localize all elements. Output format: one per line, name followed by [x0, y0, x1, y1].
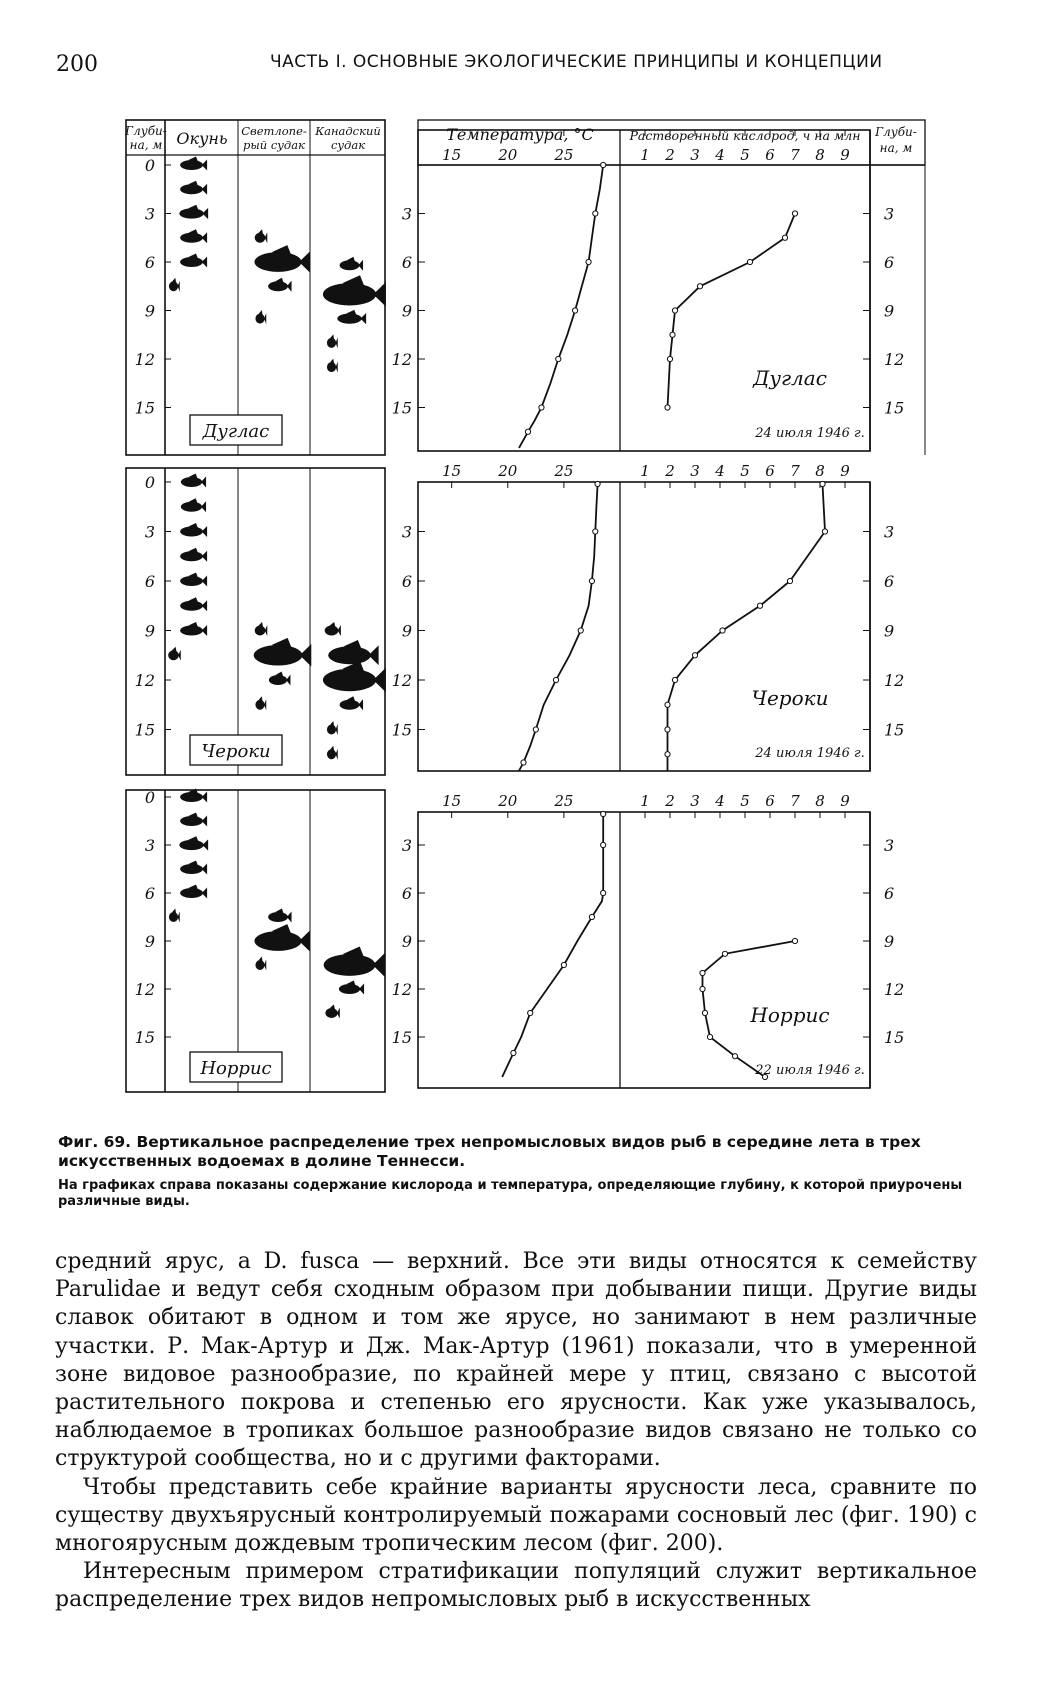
- temperature-point: [539, 405, 544, 410]
- oxygen-tick-label: 4: [715, 462, 725, 480]
- walleye-header-line-2: судак: [330, 138, 366, 152]
- oxygen-curve: [668, 484, 826, 771]
- temperature-point: [578, 628, 583, 633]
- depth-tick-label-right: 15: [884, 398, 905, 418]
- lake-label: Дуглас: [202, 421, 270, 442]
- temperature-header: Температура, °С: [446, 125, 594, 144]
- oxygen-tick-label: 9: [840, 792, 850, 810]
- depth-tick-label-right: 9: [884, 301, 895, 321]
- perch-fish-mark: [180, 813, 207, 827]
- depth-tick-label-left: 9: [401, 301, 412, 321]
- depth-tick-label-right: 6: [884, 253, 895, 272]
- oxygen-tick-label: 6: [765, 146, 775, 164]
- depth-tick-label-left: 6: [401, 253, 412, 272]
- oxygen-tick-label: 2: [665, 146, 675, 164]
- depth-tick-label-right: 15: [884, 1028, 905, 1047]
- temperature-point: [595, 481, 600, 486]
- paragraph-2: Чтобы представить себе крайние варианты ярусности леса, сравните по существу двухъярусный контролируемый пожарами сосновый лес (фиг. 190) с многоярусным дождевым тропическим лесом (фиг. 200).: [55, 1474, 977, 1557]
- fish-panel-2: [126, 468, 386, 775]
- oxygen-point: [702, 1010, 707, 1015]
- temperature-point: [561, 962, 566, 967]
- depth-tick-label-right: 3: [884, 522, 895, 542]
- perch-fish-mark: [180, 597, 207, 611]
- walleye-fish-mark: [339, 981, 364, 995]
- temperature-point: [533, 727, 538, 732]
- walleye-fish-mark: [327, 334, 338, 348]
- sauger-fish-mark: [255, 310, 266, 324]
- oxygen-point: [697, 284, 702, 289]
- depth-tick-label-right: 12: [884, 980, 905, 999]
- oxygen-point: [665, 702, 670, 707]
- oxygen-tick-label: 5: [740, 462, 750, 480]
- depth-tick-label: 15: [134, 398, 155, 418]
- figure-caption: [58, 1133, 978, 1171]
- depth-tick-label: 0: [144, 473, 155, 492]
- temperature-curve: [519, 165, 603, 448]
- depth-tick-label: 15: [134, 720, 155, 740]
- perch-fish-mark: [180, 181, 207, 195]
- temperature-tick-label: 15: [442, 462, 462, 480]
- walleye-fish-mark: [323, 661, 386, 692]
- depth-tick-label: 3: [144, 204, 155, 224]
- oxygen-tick-label: 4: [715, 146, 725, 164]
- oxygen-point: [692, 653, 697, 658]
- perch-fish-mark: [180, 548, 207, 562]
- right-depth-header-line-2: на, м: [879, 141, 913, 155]
- depth-tick-label: 12: [134, 671, 155, 690]
- temperature-point: [589, 578, 594, 583]
- profile-panel-1: [392, 120, 925, 455]
- temperature-point: [589, 914, 594, 919]
- temperature-point: [601, 890, 606, 895]
- perch-fish-mark: [180, 523, 207, 537]
- oxygen-tick-label: 9: [840, 146, 850, 164]
- oxygen-point: [707, 1034, 712, 1039]
- sauger-fish-mark: [255, 957, 266, 971]
- oxygen-point: [820, 481, 825, 486]
- temperature-point: [586, 259, 591, 264]
- oxygen-point: [665, 752, 670, 757]
- oxygen-tick-label: 5: [740, 792, 750, 810]
- oxygen-tick-label: 3: [690, 462, 700, 480]
- perch-fish-mark: [179, 205, 208, 219]
- temperature-oxygen-panels: [392, 120, 925, 1088]
- paragraph-3: Интересным примером стратификации популяций служит вертикальное распределение трех видов непромысловых рыб в искусственных: [55, 1559, 977, 1613]
- profile-panel-2: [392, 462, 905, 771]
- depth-tick-label: 15: [134, 1028, 155, 1047]
- perch-fish-mark: [181, 498, 206, 512]
- fish-panel-1: [124, 120, 386, 455]
- depth-tick-label-left: 3: [401, 204, 412, 224]
- oxygen-tick-label: 9: [840, 462, 850, 480]
- paragraph-1: средний ярус, а D. fusca — верхний. Все эти виды относятся к семейству Parulidae и ведут себя сходным образом при добывании пищи. Другие виды славок обитают в одном и том же ярусе, но занимают в нем различные участки. Р. Мак-Артур и Дж. Мак-Артур (1961) показали, что в умеренной зоне видовое разнообразие, по крайней мере у птиц, связано с высотой растительного покрова и степенью его ярусности. Как уже указывалось, наблюдаемое в тропиках большое разнообразие видов связано не только со структурой сообщества, но и с другими факторами.: [55, 1249, 977, 1472]
- depth-tick-label-left: 12: [391, 350, 412, 369]
- depth-tick-label-right: 3: [884, 204, 895, 224]
- profile-date-label: 24 июля 1946 г.: [755, 426, 865, 441]
- oxygen-tick-label: 7: [790, 462, 800, 480]
- temperature-point: [525, 429, 530, 434]
- oxygen-point: [782, 235, 787, 240]
- oxygen-header: Растворенный кислород, ч на млн: [629, 128, 861, 143]
- walleye-header-line-1: Канадский: [315, 124, 381, 138]
- running-head: ЧАСТЬ I. ОСНОВНЫЕ ЭКОЛОГИЧЕСКИЕ ПРИНЦИПЫ И КОНЦЕПЦИИ: [270, 52, 883, 72]
- temperature-point: [511, 1050, 516, 1055]
- depth-tick-label: 3: [144, 836, 155, 855]
- depth-tick-label-right: 15: [884, 720, 905, 740]
- oxygen-point: [787, 578, 792, 583]
- profile-lake-label: Норрис: [750, 1003, 830, 1027]
- oxygen-tick-label: 1: [640, 462, 650, 480]
- perch-fish-mark: [180, 622, 207, 636]
- oxygen-tick-label: 5: [740, 146, 750, 164]
- depth-tick-label-left: 12: [391, 980, 412, 999]
- depth-tick-label: 6: [144, 884, 155, 903]
- oxygen-point: [792, 211, 797, 216]
- temperature-tick-label: 20: [498, 146, 518, 164]
- profile-lake-label: Дуглас: [753, 366, 827, 390]
- perch-header: Окунь: [176, 129, 228, 148]
- depth-tick-label-left: 3: [401, 836, 412, 855]
- depth-tick-label-left: 15: [391, 720, 412, 740]
- oxygen-point: [747, 259, 752, 264]
- temperature-point: [573, 308, 578, 313]
- figure-label: Фиг. 69.: [58, 1133, 132, 1151]
- depth-tick-label-left: 15: [391, 1028, 412, 1047]
- depth-tick-label: 0: [144, 156, 155, 175]
- lake-label: Норрис: [200, 1058, 272, 1079]
- oxygen-point: [822, 529, 827, 534]
- profile-panel-frame: [418, 812, 870, 1088]
- figure-caption-text: Вертикальное распределение трех непромысловых видов рыб в середине лета в трех искусственных водоемах в долине Теннесси.: [58, 1133, 921, 1170]
- oxygen-tick-label: 6: [765, 462, 775, 480]
- depth-tick-label: 9: [144, 301, 155, 321]
- oxygen-point: [720, 628, 725, 633]
- perch-fish-mark: [179, 836, 208, 850]
- depth-tick-label-left: 12: [391, 671, 412, 690]
- perch-fish-mark: [168, 647, 181, 661]
- right-depth-header-line-1: Глуби-: [875, 125, 917, 139]
- body-text: [55, 1248, 977, 1615]
- perch-fish-mark: [169, 909, 180, 923]
- walleye-fish-mark: [328, 640, 378, 665]
- sauger-header-line-2: рый судак: [243, 138, 305, 152]
- depth-tick-label: 9: [144, 621, 155, 641]
- depth-tick-label: 0: [144, 788, 155, 807]
- depth-tick-label: 9: [144, 932, 155, 951]
- oxygen-point: [672, 677, 677, 682]
- oxygen-tick-label: 8: [815, 146, 825, 164]
- fish-panel-3: [126, 788, 385, 1092]
- oxygen-tick-label: 3: [690, 146, 700, 164]
- oxygen-tick-label: 8: [815, 792, 825, 810]
- perch-fish-mark: [180, 157, 207, 171]
- oxygen-tick-label: 4: [715, 792, 725, 810]
- temperature-point: [521, 760, 526, 765]
- sauger-fish-mark: [268, 909, 291, 923]
- depth-tick-label-left: 9: [401, 621, 412, 641]
- oxygen-point: [667, 356, 672, 361]
- depth-header-line-1: Глуби-: [125, 124, 167, 138]
- temperature-tick-label: 25: [554, 462, 574, 480]
- oxygen-point: [722, 951, 727, 956]
- oxygen-point: [700, 986, 705, 991]
- depth-tick-label-left: 6: [401, 884, 412, 903]
- walleye-fish-mark: [340, 257, 363, 271]
- walleye-fish-mark: [323, 275, 386, 306]
- profile-panel-3: [392, 792, 905, 1088]
- temperature-tick-label: 15: [442, 792, 462, 810]
- oxygen-tick-label: 1: [640, 146, 650, 164]
- temperature-point: [553, 677, 558, 682]
- depth-tick-label-right: 3: [884, 836, 895, 855]
- temperature-point: [528, 1010, 533, 1015]
- sauger-fish-mark: [255, 622, 268, 636]
- perch-fish-mark: [180, 885, 207, 899]
- depth-tick-label-right: 9: [884, 621, 895, 641]
- oxygen-point: [672, 308, 677, 313]
- depth-tick-label: 12: [134, 980, 155, 999]
- temperature-point: [601, 162, 606, 167]
- figure-caption-note: На графиках справа показаны содержание кислорода и температура, определяющие глубину, к которой приурочены различные виды.: [58, 1178, 963, 1209]
- temperature-tick-label: 20: [498, 792, 518, 810]
- sauger-fish-mark: [254, 245, 310, 273]
- walleye-fish-mark: [340, 696, 363, 710]
- depth-tick-label-right: 6: [884, 572, 895, 591]
- depth-tick-label-left: 6: [401, 572, 412, 591]
- temperature-curve: [502, 814, 603, 1077]
- temperature-point: [601, 811, 606, 816]
- sauger-fish-mark: [255, 229, 268, 243]
- sauger-fish-mark: [268, 278, 291, 292]
- depth-tick-label-right: 12: [884, 671, 905, 690]
- oxygen-point: [665, 727, 670, 732]
- walleye-fish-mark: [327, 359, 338, 373]
- temperature-tick-label: 15: [442, 146, 462, 164]
- temperature-curve: [519, 484, 598, 771]
- perch-fish-mark: [169, 278, 180, 292]
- sauger-header-line-1: Светлопе-: [241, 124, 307, 138]
- walleye-fish-mark: [327, 746, 338, 760]
- lake-label: Чероки: [201, 741, 271, 762]
- perch-fish-mark: [180, 254, 207, 268]
- profile-date-label: 22 июля 1946 г.: [755, 1063, 865, 1078]
- temperature-point: [556, 356, 561, 361]
- depth-tick-label: 6: [144, 253, 155, 272]
- walleye-fish-mark: [327, 721, 338, 735]
- oxygen-point: [665, 405, 670, 410]
- sauger-fish-mark: [269, 672, 291, 686]
- oxygen-tick-label: 6: [765, 792, 775, 810]
- depth-tick-label: 6: [144, 572, 155, 591]
- profile-date-label: 24 июля 1946 г.: [755, 746, 865, 761]
- depth-tick-label-left: 9: [401, 932, 412, 951]
- perch-fish-mark: [180, 861, 207, 875]
- fish-distribution-panels: [124, 120, 386, 1092]
- oxygen-tick-label: 3: [690, 792, 700, 810]
- depth-tick-label-right: 6: [884, 884, 895, 903]
- oxygen-tick-label: 7: [790, 146, 800, 164]
- temperature-tick-label: 20: [498, 462, 518, 480]
- depth-header-line-2: на, м: [129, 138, 163, 152]
- depth-tick-label: 3: [144, 522, 155, 542]
- oxygen-point: [732, 1054, 737, 1059]
- depth-tick-label: 12: [134, 350, 155, 369]
- perch-fish-mark: [180, 229, 207, 243]
- oxygen-tick-label: 8: [815, 462, 825, 480]
- oxygen-point: [792, 938, 797, 943]
- depth-tick-label-right: 12: [884, 350, 905, 369]
- temperature-point: [593, 529, 598, 534]
- perch-fish-mark: [180, 573, 207, 587]
- oxygen-tick-label: 2: [665, 792, 675, 810]
- profile-panel-frame: [418, 130, 870, 451]
- walleye-fish-mark: [325, 622, 341, 636]
- walleye-fish-mark: [337, 310, 366, 324]
- page-number: 200: [56, 52, 98, 77]
- temperature-point: [593, 211, 598, 216]
- depth-tick-label-left: 15: [391, 398, 412, 418]
- temperature-tick-label: 25: [554, 146, 574, 164]
- depth-tick-label-right: 9: [884, 932, 895, 951]
- perch-fish-mark: [181, 474, 206, 488]
- profile-panel-frame: [418, 482, 870, 771]
- oxygen-point: [757, 603, 762, 608]
- oxygen-tick-label: 1: [640, 792, 650, 810]
- walleye-fish-mark: [325, 1005, 339, 1019]
- oxygen-tick-label: 7: [790, 792, 800, 810]
- sauger-fish-mark: [254, 638, 312, 667]
- temperature-point: [601, 842, 606, 847]
- temperature-tick-label: 25: [554, 792, 574, 810]
- depth-tick-label-left: 3: [401, 522, 412, 542]
- oxygen-point: [670, 332, 675, 337]
- oxygen-point: [700, 970, 705, 975]
- sauger-fish-mark: [254, 924, 310, 952]
- walleye-fish-mark: [324, 947, 385, 977]
- sauger-fish-mark: [255, 696, 266, 710]
- oxygen-tick-label: 2: [665, 462, 675, 480]
- profile-lake-label: Чероки: [751, 686, 829, 710]
